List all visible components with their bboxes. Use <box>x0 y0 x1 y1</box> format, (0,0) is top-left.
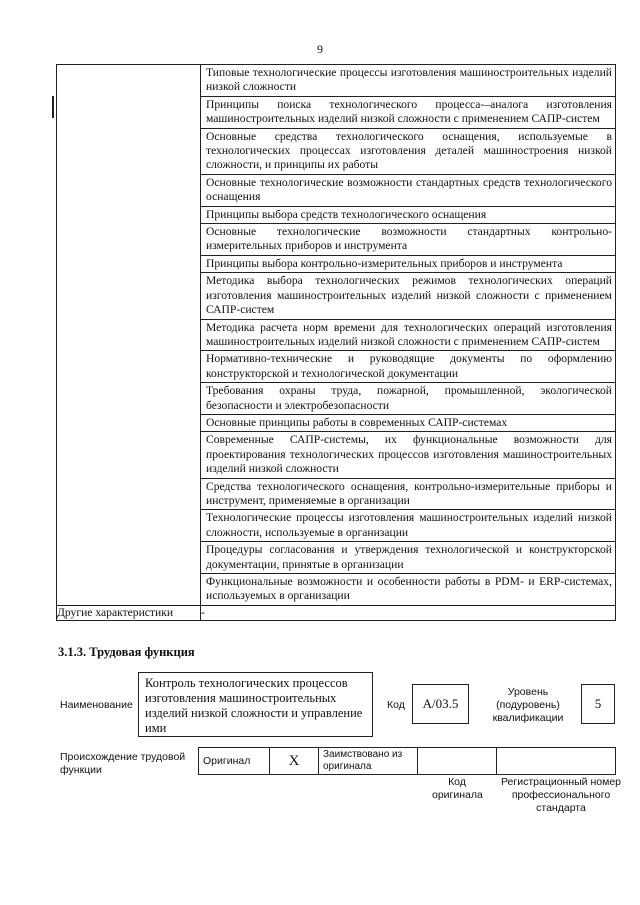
requirement-item: Основные средства технологического оснащения, используемые в технологических процессах изготовления деталей машиностроения низкой сложности, и принципы их работы <box>201 129 615 175</box>
section-title: 3.1.3. Трудовая функция <box>58 645 195 659</box>
other-characteristics-value: - <box>201 605 616 620</box>
requirement-item: Средства технологического оснащения, контрольно-измерительные приборы и инструмент, применяемые в организации <box>201 479 615 511</box>
requirement-item: Основные принципы работы в современных САПР-системах <box>201 415 615 432</box>
requirement-item: Современные САПР-системы, их функциональные возможности для проектирования технологических процессов изготовления машиностроительных изделий низкой сложности <box>201 432 615 478</box>
requirement-item: Требования охраны труда, пожарной, промышленной, экологической безопасности и электробезопасности <box>201 383 615 415</box>
qualification-level-label: Уровень (подуровень) квалификации <box>492 686 564 724</box>
requirement-item: Типовые технологические процессы изготовления машиностроительных изделий низкой сложности <box>201 65 615 97</box>
requirements-table <box>56 64 616 621</box>
requirement-item: Основные технологические возможности стандартных контрольно-измерительных приборов и инструмента <box>201 224 615 256</box>
borrowed-label: Заимствовано из оригинала <box>319 748 418 775</box>
registration-number-label: Регистрационный номер профессионального стандарта <box>501 776 621 814</box>
qualification-level-value: 5 <box>581 684 615 724</box>
requirement-item: Методика расчета норм времени для технологических операций изготовления машиностроительных изделий низкой сложности с применением САПР-систем <box>201 320 615 352</box>
requirement-item: Процедуры согласования и утверждения технологической и конструкторской документации, принятые в организации <box>201 542 615 574</box>
requirements-left-cell <box>57 65 201 606</box>
other-characteristics-row <box>57 605 616 620</box>
original-mark: X <box>270 748 319 775</box>
original-code-cell <box>418 748 497 775</box>
requirement-item: Технологические процессы изготовления машиностроительных изделий низкой сложности, используемые в организации <box>201 510 615 542</box>
code-original-label: Код оригинала <box>432 776 483 801</box>
code-value: А/03.5 <box>412 684 469 724</box>
requirements-row <box>57 65 616 606</box>
requirement-item: Функциональные возможности и особенности работы в PDM- и ERP-системах, используемых в организации <box>206 575 612 603</box>
other-characteristics-label: Другие характеристики <box>57 605 201 620</box>
origin-table <box>198 747 616 775</box>
requirement-item: Основные технологические возможности стандартных средств технологического оснащения <box>201 175 615 207</box>
requirement-item: Принципы выбора средств технологического оснащения <box>201 207 615 224</box>
requirement-item: Нормативно-технические и руководящие документы по оформлению конструкторской и технологической документации <box>201 351 615 383</box>
labor-function-name: Контроль технологических процессов изготовления машиностроительных изделий низкой сложности и управление ими <box>138 672 373 737</box>
code-label: Код <box>387 699 405 711</box>
margin-mark <box>52 96 54 118</box>
requirements-list <box>201 65 616 606</box>
requirement-item: Принципы поиска технологического процесса-–аналога изготовления машиностроительных изделий низкой сложности с применением САПР-систем <box>201 97 615 129</box>
name-label: Наименование <box>60 699 133 711</box>
requirement-item: Методика выбора технологических режимов технологических операций изготовления машиностроительных изделий низкой сложности с применением САПР-систем <box>201 273 615 319</box>
origin-label: Происхождение трудовой функции <box>60 751 186 776</box>
registration-number-cell <box>497 748 616 775</box>
requirement-item: Принципы выбора контрольно-измерительных приборов и инструмента <box>201 256 615 273</box>
original-label: Оригинал <box>199 748 270 775</box>
page-number: 9 <box>317 42 323 56</box>
